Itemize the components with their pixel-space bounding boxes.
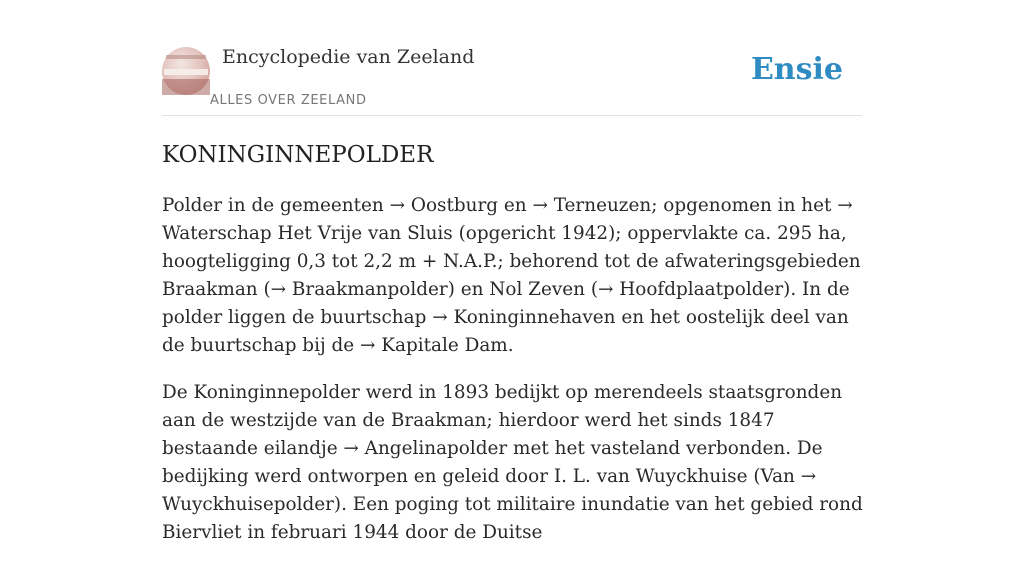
page bbox=[162, 0, 863, 543]
page-title: KONINGINNEPOLDER bbox=[162, 142, 434, 168]
ensie-brand-logo[interactable]: Ensie bbox=[750, 52, 843, 87]
site-header bbox=[162, 0, 862, 116]
article-paragraph: De Koninginnepolder werd in 1893 bedijkt op merendeels staatsgronden aan de westzijde van de Braakman; hierdoor werd het sinds 1847 bestaande eilandje → Angelinapolder met het vasteland verbonden. De bedijking werd ontworpen en geleid door I. L. van Wuyckhuise (Van → Wuyckhuisepolder). Een poging tot militaire inundatie van het gebied rond Biervliet in februari 1944 door de Duitse bbox=[162, 382, 863, 543]
article-body bbox=[162, 192, 864, 566]
encyclopedia-logo-icon[interactable] bbox=[162, 47, 210, 95]
article-paragraph: Polder in de gemeenten → Oostburg en → Terneuzen; opgenomen in het → Waterschap Het Vrije van Sluis (opgericht 1942); oppervlakte ca. 295 ha, hoogteligging 0,3 tot 2,2 m + N.A.P.; behorend tot de afwateringsgebieden Braakman (→ Braakmanpolder) en Nol Zeven (→ Hoofdplaatpolder). In de polder liggen de buurtschap → Koninginnehaven en het oostelijk deel van de buurtschap bij de → Kapitale Dam. bbox=[162, 195, 861, 356]
site-title-link[interactable]: Encyclopedie van Zeeland bbox=[222, 46, 475, 68]
avatar-decoration bbox=[166, 55, 206, 59]
avatar-decoration bbox=[164, 69, 208, 75]
avatar-decoration bbox=[162, 79, 210, 95]
site-subtitle: ALLES OVER ZEELAND bbox=[210, 93, 367, 108]
